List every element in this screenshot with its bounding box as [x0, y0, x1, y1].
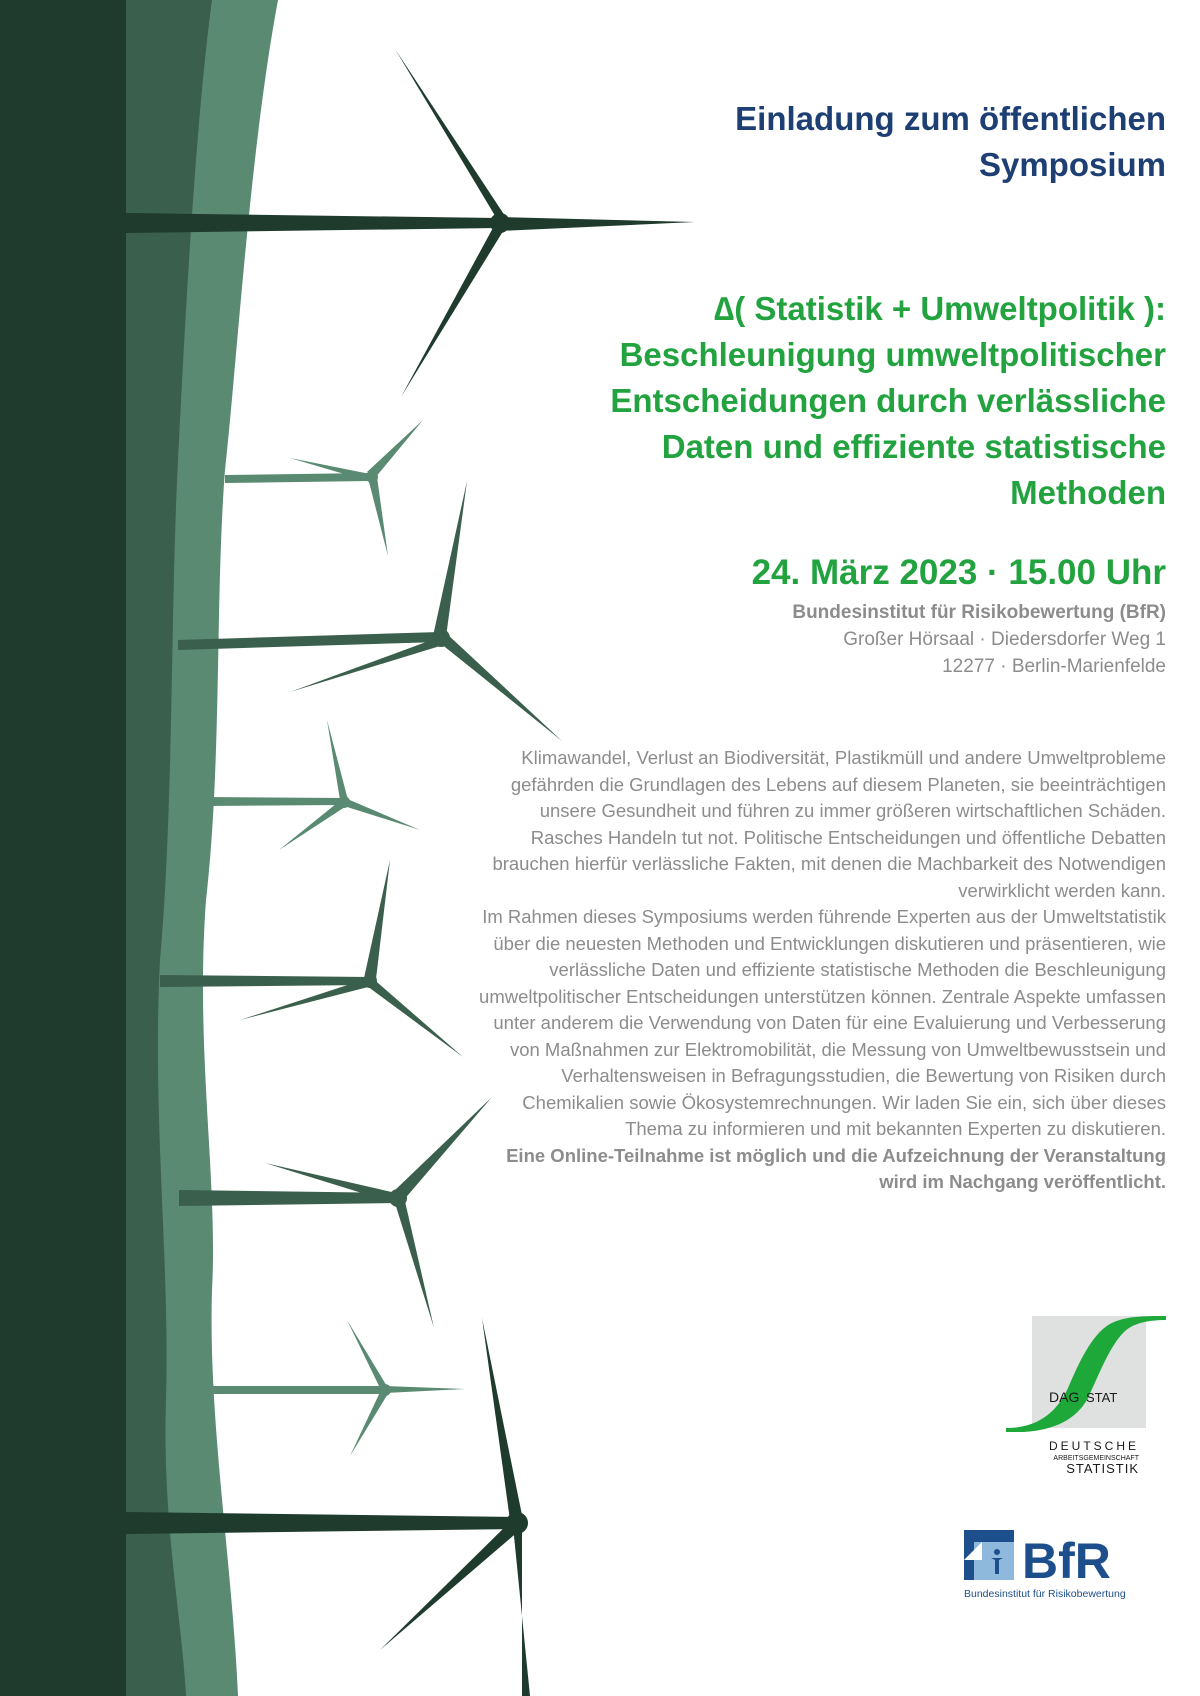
turbine-4-blade-up	[327, 720, 348, 800]
theme-line-3: Entscheidungen durch verlässliche	[610, 382, 1166, 419]
theme-line-1: ∆( Statistik + Umweltpolitik ):	[714, 290, 1166, 327]
turbine-8-blade-down	[513, 1524, 530, 1696]
bfr-person-head-icon	[994, 1549, 1000, 1555]
invitation-line-1: Einladung zum öffentlichen	[735, 100, 1166, 137]
symposium-theme	[406, 286, 1166, 516]
event-description	[466, 745, 1166, 1196]
turbine-4-blade-right	[344, 798, 420, 830]
turbine-1-hub	[490, 213, 510, 233]
description-paragraph-2: Im Rahmen dieses Symposiums werden führende Experten aus der Umweltstatistik über die neuesten Methoden und Entwicklungen diskutieren und präsentieren, wie verlässliche Daten und effiziente statistische Methoden die Beschleunigung umweltpolitischer Entscheidungen unterstützen können. Zentrale Aspekte umfassen unter anderem die Verwendung von Daten für eine Evaluierung und Verbesserung von Maßnahmen zur Elektromobilität, die Messung von Umweltbewusstsein und Verhaltensweisen in Befragungsstudien, die Bewertung von Risiken durch Chemikalien sowie Ökosystemrechnungen. Wir laden Sie ein, sich über dieses Thema zu informieren und mit bekannten Experten zu diskutieren.	[479, 906, 1166, 1139]
turbine-1-blade-up	[395, 49, 507, 219]
turbine-7-tower	[212, 1386, 385, 1394]
theme-line-4: Daten und effiziente statistische	[661, 428, 1166, 465]
turbine-4-tower	[205, 797, 345, 806]
dagstat-mark-dag: DAG	[1049, 1389, 1080, 1405]
turbine-4-hub	[338, 796, 350, 808]
dagstat-line-1: DEUTSCHE	[1048, 1439, 1139, 1453]
turbine-6	[179, 1097, 492, 1328]
turbine-3-blade-left	[290, 638, 440, 692]
turbine-5-blade-right	[367, 976, 463, 1057]
bfr-logo	[964, 1530, 1148, 1604]
turbine-8-blade-up	[482, 1318, 523, 1520]
bfr-mark: BfR	[1022, 1533, 1111, 1589]
turbine-3	[178, 481, 562, 741]
venue-institute: Bundesinstitut für Risikobewertung (BfR)	[792, 602, 1166, 623]
hill-band-dark	[0, 0, 126, 1696]
turbine-2-blade-down	[368, 477, 388, 556]
turbine-7-hub	[379, 1384, 391, 1396]
bfr-tagline: Bundesinstitut für Risikobewertung	[964, 1588, 1126, 1600]
turbine-7-blade-down	[350, 1390, 389, 1456]
invitation-line-2: Symposium	[978, 146, 1166, 183]
turbine-8-tower	[126, 1512, 515, 1534]
turbine-1-blade-right	[499, 217, 695, 231]
turbine-4-blade-down	[279, 799, 348, 850]
turbine-5-blade-up	[364, 860, 390, 979]
venue-address-line-1: Großer Hörsaal · Diedersdorfer Weg 1	[843, 629, 1166, 650]
hillside-bands	[0, 0, 278, 1696]
event-venue	[526, 599, 1166, 680]
dagstat-line-2: ARBEITSGEMEINSCHAFT	[1053, 1455, 1139, 1462]
turbine-7	[212, 1320, 465, 1456]
event-date-time: 24. März 2023 · 15.00 Uhr	[751, 553, 1166, 592]
venue-address-line-2: 12277 · Berlin-Marienfelde	[942, 656, 1166, 677]
theme-line-5: Methoden	[1010, 474, 1166, 511]
dagstat-mark-stat: STAT	[1086, 1390, 1118, 1405]
turbine-3-hub	[432, 629, 450, 647]
turbine-5-hub	[363, 974, 377, 988]
theme-line-2: Beschleunigung umweltpolitischer	[619, 336, 1166, 373]
turbine-6-hub	[389, 1189, 407, 1207]
description-online-note: Eine Online-Teilnahme ist möglich und die Aufzeichnung der Veranstaltung wird im Nachgang veröffentlicht.	[506, 1144, 1166, 1192]
turbine-8-hub	[506, 1512, 528, 1534]
turbine-6-blade-down	[394, 1197, 434, 1328]
turbine-2	[225, 420, 423, 556]
turbine-1-blade-left	[126, 213, 498, 233]
turbine-7-blade-right	[385, 1386, 465, 1393]
turbine-2-hub	[366, 471, 378, 483]
turbine-4	[205, 720, 420, 850]
description-paragraph-1: Klimawandel, Verlust an Biodiversität, Plastikmüll und andere Umweltprobleme gefährden die Grundlagen des Lebens auf diesem Planeten, sie beeinträchtigen unsere Gesundheit und führen zu immer größeren wirtschaftlichen Schäden. Rasches Handeln tut not. Politische Entscheidungen und öffentliche Debatten brauchen hierfür verlässliche Fakten, mit denen die Machbarkeit des Notwendigen verwirklicht werden kann.	[492, 747, 1166, 901]
dagstat-logo	[1006, 1316, 1166, 1478]
turbine-5-tower	[160, 975, 370, 987]
turbine-7-blade-up	[347, 1320, 388, 1388]
turbine-8-blade-left	[380, 1520, 520, 1650]
invitation-heading	[526, 96, 1166, 188]
dagstat-line-3: STATISTIK	[1066, 1461, 1139, 1476]
